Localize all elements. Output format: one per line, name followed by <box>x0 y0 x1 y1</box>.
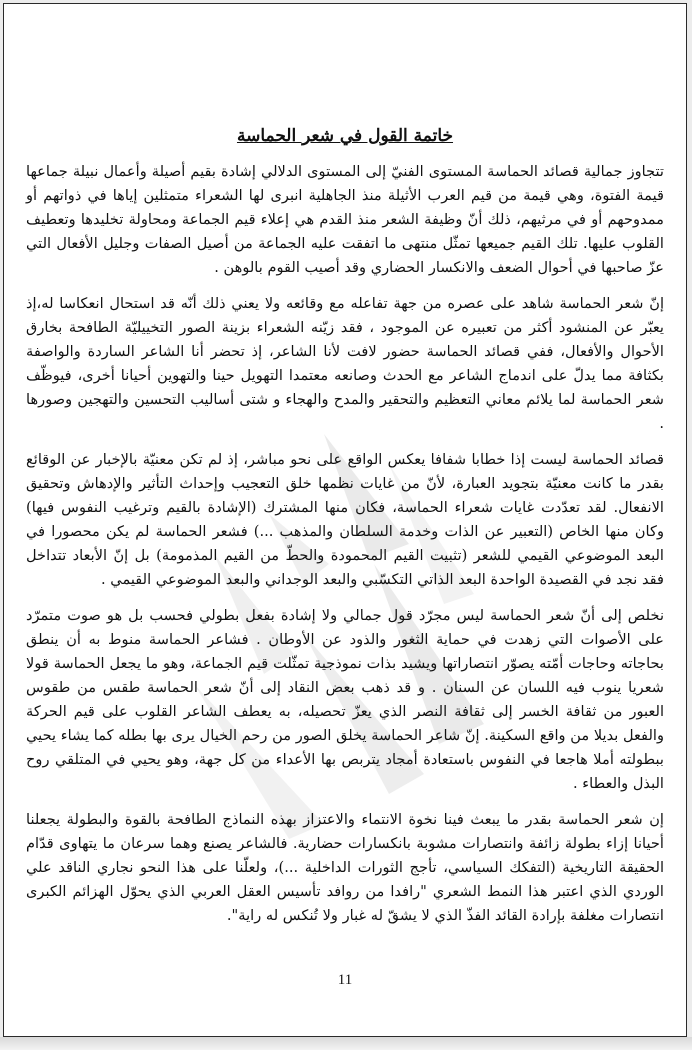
paragraph-5: إن شعر الحماسة بقدر ما يبعث فينا نخوة الانتماء والاعتزاز بهذه النماذج الطافحة بالقوة والبطولة يجعلنا أحيانا إزاء بطولة زائفة وانتصارات مشوبة بانكسارات حضارية. فالشاعر يصنع وهما سرعان ما يتهاوى قدّام الحقيقة التاريخية (التفكك السياسي، تأجج الثورات الداخلية ...)، ولعلّنا على هذا النحو نجاري الناقد علي الوردي الذي اعتبر هذا النمط الشعري "رافدا من روافد تأسيس العقل العربي الذي يحوّل الهزائم الكبرى انتصارات مغلفة بإرادة القائد الفذّ الذي لا يشقّ له غبار ولا تُنكس له راية". <box>26 810 664 924</box>
paragraph-4: نخلص إلى أنّ شعر الحماسة ليس مجرّد قول جمالي ولا إشادة بفعل بطولي فحسب بل هو صوت متمرّد على الأصوات التي زهدت في حماية الثغور والذود عن الأوطان . فشاعر الحماسة منوط به أن ينطق بحاجاته وحاجات أمّته يصوّر انتصاراتها ويشيد بذات نموذجية تمثّلت قيم الجماعة، وهو ما يجعل الحماسة قولا شعريا ينوب فيه اللسان عن السنان . و قد ذهب بعض النقاد إلى أنّ شعر الحماسة طقس من طقوس العبور من ثقافة الخسر إلى ثقافة النصر الذي يعزّ تحصيله، به يعطف الشاعر القلوب على قيم الحركة والفعل بديلا من واقع السكينة. إنّ شاعر الحماسة يخلق الصور من رحم الخيال يرى بها بطله كما يشاء يحيي ببطولته أملا هاجعا في النفوس باستعادة أمجاد يتربص بها الأعداء من كل جهة، وهو يحيي في المتلقي روح البذل والعطاء . <box>26 606 664 792</box>
paragraph-1: تتجاوز جمالية قصائد الحماسة المستوى الفنيّ إلى المستوى الدلالي إشادة بقيم أصيلة وأعمال نبيلة جماعها قيمة الفتوة، وهي قيمة من قيم العرب الأثيلة منذ الجاهلية انبرى لها الشعراء متمثلين إياها في ذواتهم أو ممدوحهم أو في مرثيهم، ذلك أنّ وظيفة الشعر منذ القدم هي إعلاء قيم الجماعة ومحاولة تخليدها وتعطيف القلوب عليها. تلك القيم جميعها تمثّل منتهى ما اتفقت عليه الجماعة من أصيل الصفات وجليل الأفعال التي عزّ صاحبها في أحوال الضعف والانكسار الحضاري وقد أصيب القوم بالوهن . <box>26 162 664 276</box>
paragraph-2: إنّ شعر الحماسة شاهد على عصره من جهة تفاعله مع وقائعه ولا يعني ذلك أنّه قد استحال انعكاسا له،إذ يعبّر عن المنشود أكثر من تعبيره عن الموجود ، فقد زيّنه الشعراء بزينة الصور التخييليّة الطافحة بخارق الأحوال والأفعال، ففي قصائد الحماسة حضور لافت لأنا الشاعر، إذ تحضر أنا الشاعر الساردة والواصفة بكثافة مما يدلّ على اندماج الشاعر مع الحدث وصانعه معتمدا التهويل حينا والتهوين أحيانا أخرى، فيوظّف شعر الحماسة لما يلائم معاني التعظيم والتحقير والمدح والهجاء و شتى أساليب التحسين والتهجين وصورها . <box>26 294 664 432</box>
page-number: 11 <box>337 972 353 988</box>
bottom-edge <box>0 1037 692 1050</box>
paragraph-3: قصائد الحماسة ليست إذا خطابا شفافا يعكس الواقع على نحو مباشر، إذ لم تكن معنيّة بالإخبار عن الوقائع بقدر ما كانت معنيّة بتجويد العبارة، لأنّ من غايات نظمها خلق التعجيب وإحداث التأثير والإدهاش وتحقيق الانفعال. لقد تعدّدت غايات شعراء الحماسة، فكان منها المشترك (الإشادة بالقيم وترغيب النفوس فيها) وكان منها الخاص (التعبير عن الذات وخدمة السلطان والمذهب ...) فشعر الحماسة لم يكن محصورا في البعد الموضوعي القيمي للشعر (تثبيت القيم المحمودة والحطّ من القيم المذمومة) بل إنّ الأبعاد تتداخل فقد نجد في القصيدة الواحدة البعد الذاتي التكسّبي والبعد الوجداني والبعد الموضوعي القيمي . <box>26 450 664 588</box>
document-body <box>26 124 664 940</box>
section-title: خاتمة القول في شعر الحماسة <box>236 126 454 146</box>
document-page <box>3 3 687 1037</box>
